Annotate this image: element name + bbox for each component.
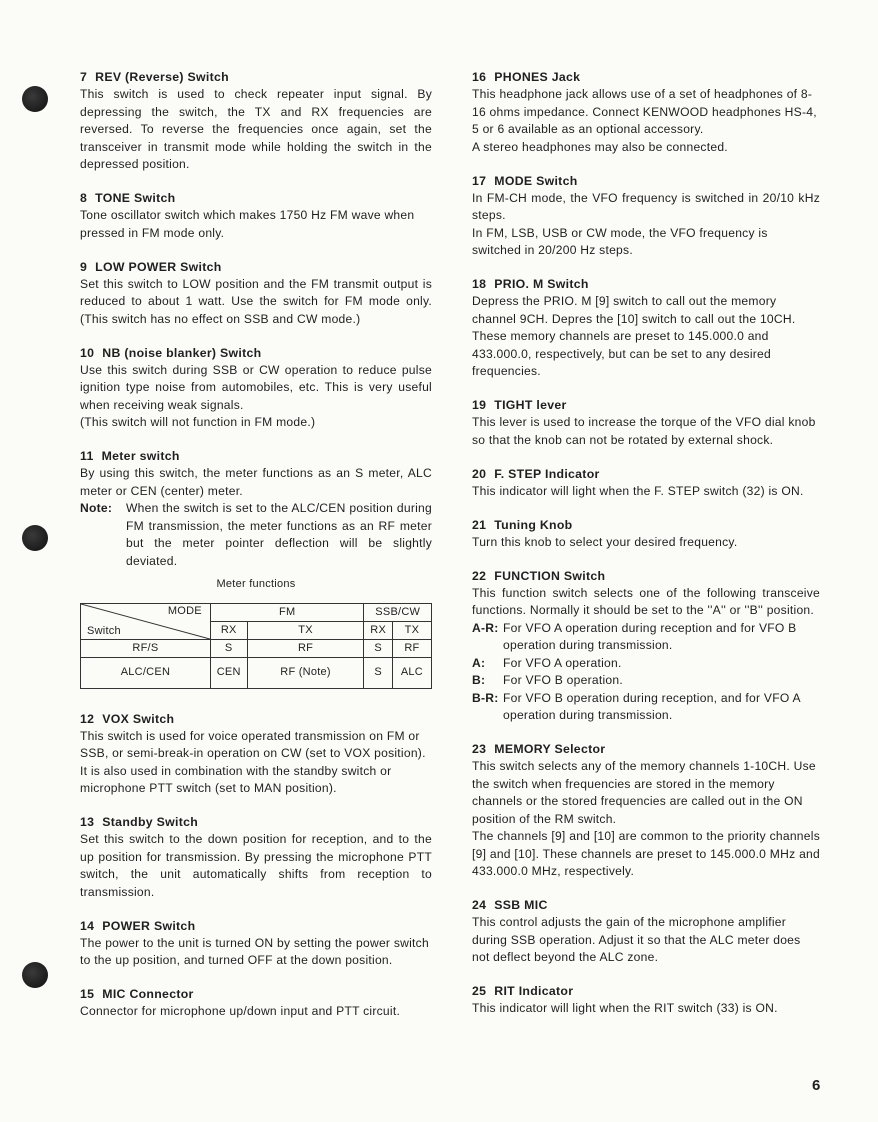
section-meter-switch <box>80 448 432 570</box>
section-heading: 17 MODE Switch <box>472 173 578 188</box>
table-row <box>81 657 432 688</box>
section-heading: 25 RIT Indicator <box>472 984 574 998</box>
section-body: This switch is used to check repeater input signal. By depressing the switch, the TX and RX frequencies are reversed. To reverse the frequencies once again, set the transceiver in transmit mode while holding the switch in the depressed position. <box>80 87 432 171</box>
table-cell: S <box>364 657 392 688</box>
section-body: This headphone jack allows use of a set of headphones of 8-16 ohms impedance. Connect KENWOOD headphones HS-4, 5 or 6 available as an optional accessory. <box>472 87 817 136</box>
table-cell: RF <box>247 639 364 657</box>
section-heading: 8 TONE Switch <box>80 191 176 205</box>
section-rit-indicator <box>472 983 820 1018</box>
section-body: This switch selects any of the memory channels 1-10CH. Use the switch when frequencies are stored in the memory channels or the stored frequencies are called out in the ON position of the RM switch. <box>472 759 816 826</box>
note-text: When the switch is set to the ALC/CEN position during FM transmission, the meter functions as an RF meter but the meter pointer deflection will be slightly deviated. <box>126 501 432 568</box>
group-header: SSB/CW <box>364 603 432 621</box>
section-body: This indicator will light when the RIT switch (33) is ON. <box>472 1001 778 1015</box>
section-heading: 9 LOW POWER Switch <box>80 259 222 274</box>
table-row <box>81 639 432 657</box>
section-body-extra: (This switch will not function in FM mode.) <box>80 415 316 429</box>
left-column <box>80 69 432 1037</box>
section-heading: 11 Meter switch <box>80 449 180 463</box>
table-cell: ALC <box>392 657 431 688</box>
list-item: A-R: For VFO A operation during reception and for VFO B operation during transmission. <box>472 620 797 652</box>
section-heading: 23 MEMORY Selector <box>472 742 606 756</box>
table-cell: RF (Note) <box>247 657 364 688</box>
list-item: B: For VFO B operation. <box>472 673 623 687</box>
section-heading: 10 NB (noise blanker) Switch <box>80 345 262 360</box>
binder-hole <box>22 525 48 551</box>
section-heading: 24 SSB MIC <box>472 898 548 912</box>
section-body: This lever is used to increase the torque of the VFO dial knob so that the knob can not be rotated by external shock. <box>472 415 816 447</box>
section-body: Turn this knob to select your desired frequency. <box>472 534 738 549</box>
section-heading: 14 POWER Switch <box>80 918 196 933</box>
row-label: ALC/CEN <box>81 657 211 688</box>
corner-switch-label: Switch <box>87 624 121 637</box>
section-body: Connector for microphone up/down input and PTT circuit. <box>80 1004 401 1018</box>
note-label: Note: <box>80 501 113 515</box>
subheader-cell: TX <box>392 621 431 639</box>
section-heading: 21 Tuning Knob <box>472 517 573 532</box>
section-rev-switch <box>80 69 432 174</box>
table-corner-cell <box>81 603 211 639</box>
section-body: This function switch selects one of the following transceive functions. Normally it should be set to the ''A'' or ''B'' position. <box>472 585 820 617</box>
section-body: This switch is used for voice operated transmission on FM or SSB, or semi-break-in operation on CW (set to VOX position). It is also used in combination with the standby switch or microphone PTT switch (set to MAN position). <box>80 728 426 795</box>
section-standby-switch <box>80 814 432 901</box>
group-header: FM <box>210 603 364 621</box>
section-body: The power to the unit is turned ON by setting the power switch to the up position, and turned OFF at the down position. <box>80 935 429 967</box>
section-power-switch <box>80 918 432 970</box>
section-low-power-switch <box>80 259 432 329</box>
section-memory-selector <box>472 741 820 881</box>
section-heading: 7 REV (Reverse) Switch <box>80 70 229 84</box>
page-number: 6 <box>812 1077 821 1094</box>
table-cell: RF <box>392 639 431 657</box>
section-body: Use this switch during SSB or CW operation to reduce pulse ignition type noise from automobiles, etc. This is very useful when receiving weak signals. <box>80 362 432 412</box>
section-body-extra: A stereo headphones may also be connected. <box>472 139 728 154</box>
section-phones-jack <box>472 69 820 156</box>
section-f-step-indicator <box>472 466 820 501</box>
section-heading: 15 MIC Connector <box>80 987 194 1001</box>
section-heading: 22 FUNCTION Switch <box>472 568 606 583</box>
section-body-extra: The channels [9] and [10] are common to the priority channels [9] and [10]. These channels are preset to 145.000.0 MHz and 433.000.0 MHz, respectively. <box>472 829 820 878</box>
section-vox-switch <box>80 711 432 798</box>
section-tuning-knob <box>472 517 820 552</box>
table-cell: S <box>364 639 392 657</box>
section-tone-switch <box>80 190 432 242</box>
section-heading: 16 PHONES Jack <box>472 70 581 84</box>
section-ssb-mic <box>472 897 820 967</box>
section-mic-connector <box>80 986 432 1021</box>
row-label: RF/S <box>81 639 211 657</box>
section-body-extra: In FM, LSB, USB or CW mode, the VFO frequency is switched in 20/200 Hz steps. <box>472 225 768 257</box>
section-prio-m-switch <box>472 276 820 381</box>
binder-hole <box>22 86 48 112</box>
table-cell: S <box>210 639 247 657</box>
section-function-switch <box>472 568 820 725</box>
subheader-cell: TX <box>247 621 364 639</box>
section-body: Depress the PRIO. M [9] switch to call out the memory channel 9CH. Depres the [10] switch to call out the 10CH. These memory channels are preset to 145.000.0 and 433.000.0, respectively, but can be set to any desired frequencies. <box>472 294 796 378</box>
right-column <box>472 69 820 1034</box>
section-heading: 20 F. STEP Indicator <box>472 466 600 481</box>
section-tight-lever <box>472 397 820 449</box>
section-heading: 19 TIGHT lever <box>472 398 567 412</box>
section-heading: 18 PRIO. M Switch <box>472 277 589 291</box>
section-body: Set this switch to the down position for reception, and to the up position for transmission. By pressing the microphone PTT switch, the unit automatically shifts from reception to transmission. <box>80 832 432 899</box>
meter-table-caption: Meter functions <box>216 578 296 590</box>
section-body: By using this switch, the meter functions as an S meter, ALC meter or CEN (center) meter. <box>80 466 432 498</box>
section-body: Set this switch to LOW position and the FM transmit output is reduced to about 1 watt. Use the switch for FM mode only. (This switch has no effect on SSB and CW mode.) <box>80 276 432 326</box>
meter-functions-table <box>80 603 432 689</box>
corner-mode-label: MODE <box>167 604 202 617</box>
section-heading: 13 Standby Switch <box>80 815 199 829</box>
section-heading: 12 VOX Switch <box>80 711 175 726</box>
section-body: This indicator will light when the F. STEP switch (32) is ON. <box>472 483 804 498</box>
list-item: B-R: For VFO B operation during reception, and for VFO A operation during transmission. <box>472 690 801 722</box>
section-mode-switch <box>472 173 820 260</box>
function-list <box>472 620 820 725</box>
section-body: Tone oscillator switch which makes 1750 Hz FM wave when pressed in FM mode only. <box>80 208 415 240</box>
subheader-cell: RX <box>210 621 247 639</box>
section-body: This control adjusts the gain of the microphone amplifier during SSB operation. Adjust it so that the ALC meter does not deflect beyond the ALC zone. <box>472 915 801 964</box>
table-cell: CEN <box>210 657 247 688</box>
section-nb-switch <box>80 345 432 432</box>
binder-hole <box>22 962 48 988</box>
subheader-cell: RX <box>364 621 392 639</box>
list-item: A: For VFO A operation. <box>472 655 622 670</box>
note <box>80 500 432 570</box>
section-body: In FM-CH mode, the VFO frequency is switched in 20/10 kHz steps. <box>472 190 820 222</box>
